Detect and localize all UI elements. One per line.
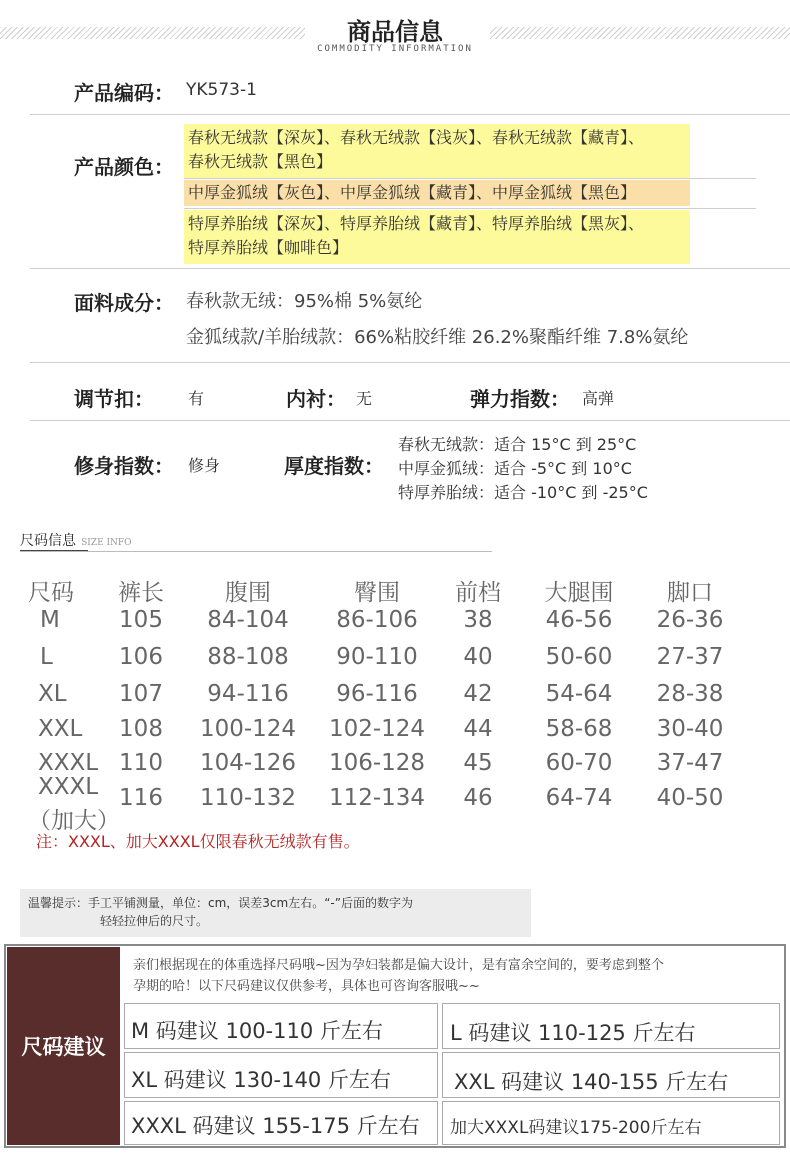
advice-intro-line: 孕期的哈！以下尺码建议仅供参考，具体也可咨询客服哦~~	[133, 979, 480, 994]
size-cell: 110-132	[199, 785, 297, 811]
size-cell: 64-74	[545, 785, 613, 811]
size-cell: 116	[119, 785, 163, 811]
advice-title-block	[7, 947, 120, 1145]
thickness-label: 厚度指数：	[284, 454, 384, 478]
size-cell: 46-56	[545, 607, 613, 633]
advice-item-xxl: XXL 码建议 140-155 斤左右	[454, 1070, 729, 1094]
size-cell: 30-40	[656, 716, 724, 742]
size-cell: 104-126	[199, 750, 297, 776]
size-cell: M	[40, 607, 60, 633]
page-title: 商品信息	[347, 18, 443, 46]
elastic-value: 高弹	[582, 389, 615, 408]
buckle-value: 有	[188, 389, 205, 408]
fit-value: 修身	[188, 456, 221, 475]
size-header-cell: 尺码	[28, 580, 74, 606]
size-cell: 88-108	[207, 644, 289, 670]
fabric-label: 面料成分：	[74, 291, 174, 315]
product-code-value: YK573-1	[186, 80, 257, 100]
size-cell: 60-70	[545, 750, 613, 776]
size-cell: 94-116	[207, 681, 289, 707]
size-cell: 84-104	[207, 607, 289, 633]
size-cell: 46	[463, 785, 493, 811]
size-cell: 28-38	[656, 681, 724, 707]
size-cell: 112-134	[328, 785, 426, 811]
size-cell: 102-124	[328, 716, 426, 742]
size-cell: 105	[119, 607, 163, 633]
size-cell: 40-50	[656, 785, 724, 811]
size-cell: XXXL	[38, 774, 99, 800]
size-header-cell: 大腿围	[544, 580, 614, 606]
size-cell: 108	[119, 716, 163, 742]
size-cell: 45	[463, 750, 493, 776]
tip-line: 轻轻拉伸后的尺寸。	[100, 914, 209, 928]
size-cell: XXXL	[38, 750, 99, 776]
elastic-label: 弹力指数：	[470, 387, 570, 411]
thickness-line: 春秋无绒款：适合 15°C 到 25°C	[398, 435, 637, 454]
buckle-label: 调节扣：	[74, 387, 154, 411]
divider	[20, 551, 492, 552]
measure-tip	[20, 889, 531, 937]
divider	[30, 420, 790, 421]
divider	[30, 114, 790, 115]
color-line: 春秋无绒款【黑色】	[188, 152, 333, 171]
size-cell: 37-47	[656, 750, 724, 776]
size-cell: 26-36	[656, 607, 724, 633]
size-cell: 40	[463, 644, 493, 670]
size-cell: 54-64	[545, 681, 613, 707]
size-row-sub-label: （加大）	[28, 808, 120, 834]
size-cell: 58-68	[545, 716, 613, 742]
lining-value: 无	[356, 389, 373, 408]
color-group-spring	[184, 124, 690, 179]
size-cell: 90-110	[336, 644, 418, 670]
color-group-fox	[184, 180, 690, 206]
advice-item-l: L 码建议 110-125 斤左右	[450, 1021, 696, 1045]
divider	[30, 268, 790, 269]
divider	[30, 362, 790, 363]
size-cell: 86-106	[336, 607, 418, 633]
size-header-cell: 臀围	[354, 580, 400, 606]
page-subtitle: COMMODITY INFORMATION	[317, 44, 473, 54]
size-cell: 106-128	[328, 750, 426, 776]
color-group-thick	[184, 210, 690, 264]
size-title-en: SIZE INFO	[81, 538, 132, 548]
size-header-cell: 裤长	[118, 580, 164, 606]
tip-line: 温馨提示：手工平铺测量，单位：cm，误差3cm左右。“-”后面的数字为	[28, 896, 413, 910]
size-header-cell: 脚口	[667, 580, 713, 606]
color-line: 特厚养胎绒【咖啡色】	[188, 238, 349, 257]
size-cell: L	[40, 644, 53, 670]
size-note: 注：XXXL、加大XXXL仅限春秋无绒款有售。	[36, 832, 360, 851]
size-cell: 96-116	[336, 681, 418, 707]
size-cell: 100-124	[199, 716, 297, 742]
advice-title: 尺码建议	[21, 1035, 106, 1059]
size-header-cell: 腹围	[225, 580, 271, 606]
product-color-label: 产品颜色：	[74, 155, 174, 179]
advice-intro-line: 亲们根据现在的体重选择尺码哦~因为孕妇装都是偏大设计，是有富余空间的，要考虑到整个	[133, 958, 664, 973]
size-cell: 107	[119, 681, 163, 707]
divider	[184, 208, 756, 209]
thickness-line: 中厚金狐绒：适合 -5°C 到 10°C	[398, 459, 632, 478]
advice-item-xl: XL 码建议 130-140 斤左右	[131, 1068, 391, 1092]
size-cell: 50-60	[545, 644, 613, 670]
fabric-line: 金狐绒款/羊胎绒款：66%粘胶纤维 26.2%聚酯纤维 7.8%氨纶	[186, 327, 689, 348]
advice-item-xxxl: XXXL 码建议 155-175 斤左右	[131, 1114, 420, 1138]
color-line: 春秋无绒款【深灰】、春秋无绒款【浅灰】、春秋无绒款【藏青】、	[188, 128, 645, 147]
size-cell: 38	[463, 607, 493, 633]
divider	[184, 178, 756, 179]
size-header-cell: 前档	[455, 580, 501, 606]
product-code-label: 产品编码：	[74, 81, 174, 105]
size-cell: 42	[463, 681, 493, 707]
fabric-line: 春秋款无绒：95%棉 5%氨纶	[186, 291, 423, 312]
advice-item-plus-xxxl: 加大XXXL码建议175-200斤左右	[450, 1118, 702, 1138]
color-line: 中厚金狐绒【灰色】、中厚金狐绒【藏青】、中厚金狐绒【黑色】	[188, 183, 637, 202]
size-title: 尺码信息	[20, 533, 76, 549]
advice-item-m: M 码建议 100-110 斤左右	[131, 1019, 383, 1043]
size-cell: 27-37	[656, 644, 724, 670]
fit-label: 修身指数：	[74, 454, 174, 478]
lining-label: 内衬：	[286, 387, 346, 411]
size-cell: 106	[119, 644, 163, 670]
size-section-title	[20, 530, 132, 550]
size-cell: 44	[463, 716, 493, 742]
size-cell: XXL	[38, 716, 83, 742]
color-line: 特厚养胎绒【深灰】、特厚养胎绒【藏青】、特厚养胎绒【黑灰】、	[188, 214, 645, 233]
size-cell: 110	[119, 750, 163, 776]
thickness-line: 特厚养胎绒：适合 -10°C 到 -25°C	[398, 483, 648, 502]
size-cell: XL	[38, 681, 67, 707]
advice-intro	[133, 955, 664, 997]
